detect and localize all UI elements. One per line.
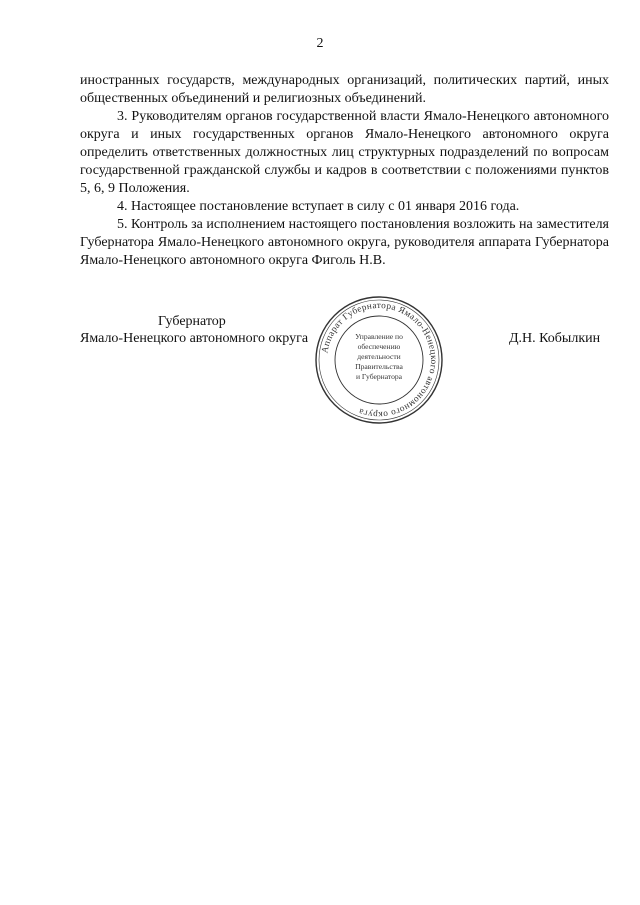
page-number: 2 (316, 36, 324, 51)
official-seal-stamp (314, 295, 444, 425)
seal-center-line: деятельности (357, 352, 401, 361)
paragraph-item-5: 5. Контроль за исполнением настоящего постановления возложить на заместителя Губернатора Ямало-Ненецкого автономного округа, руководителя аппарата Губернатора Ямало-Ненецкого автономного округа Фиголь Н.В. (80, 217, 609, 268)
paragraph-item-4: 4. Настоящее постановление вступает в силу с 01 января 2016 года. (117, 199, 520, 214)
paragraph-continuation: иностранных государств, международных организаций, политических партий, иных общественных объединений и религиозных объединений. (80, 73, 609, 106)
signatory-position-line1: Губернатор (158, 314, 226, 329)
seal-ring-text: Аппарат Губернатора Ямало-Ненецкого автономного округа (319, 299, 440, 421)
seal-center-line: и Губернатора (355, 372, 403, 381)
seal-center-line: обеспечению (357, 342, 401, 351)
signatory-name: Д.Н. Кобылкин (509, 331, 601, 346)
seal-center-line: Управление по (355, 332, 403, 341)
paragraph-item-3: 3. Руководителям органов государственной власти Ямало-Ненецкого автономного округа и иных государственных органов Ямало-Ненецкого автономного округа определить ответственных должностных лиц структурных подразделений по вопросам государственной гражданской службы и кадров в соответствии с положениями пунктов 5, 6, 9 Положения. (80, 109, 609, 196)
signatory-position-line2: Ямало-Ненецкого автономного округа (80, 331, 309, 346)
document-body (80, 72, 609, 270)
seal-center-line: Правительства (355, 362, 403, 371)
